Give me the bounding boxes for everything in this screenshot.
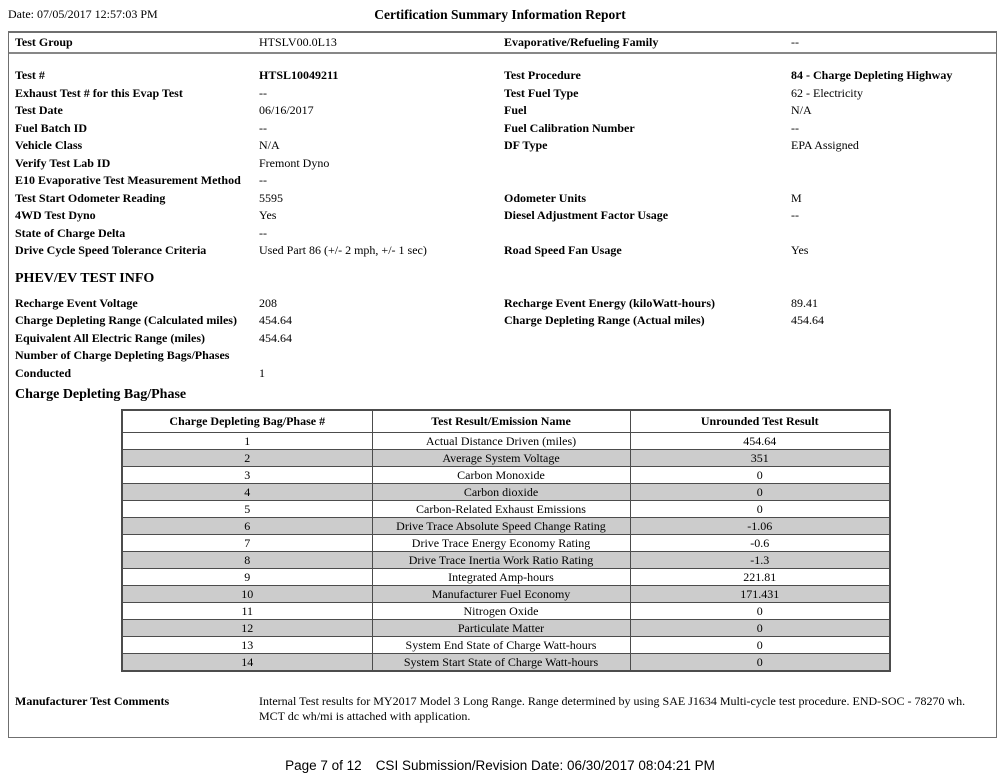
test-group-label: Test Group	[15, 35, 73, 49]
table-cell: 351	[630, 450, 890, 467]
table-cell: 0	[630, 637, 890, 654]
field-label: Charge Depleting Range (Calculated miles)	[15, 313, 237, 327]
table-cell: Drive Trace Absolute Speed Change Rating	[372, 518, 630, 535]
table-cell: 0	[630, 654, 890, 672]
field-value: --	[791, 208, 799, 222]
column-header: Charge Depleting Bag/Phase #	[122, 410, 372, 433]
table-cell: 9	[122, 569, 372, 586]
table-cell: 5	[122, 501, 372, 518]
table-row	[122, 637, 890, 654]
field-label: Recharge Event Voltage	[15, 295, 138, 310]
bag-phase-table-body	[122, 433, 890, 672]
table-cell: System Start State of Charge Watt-hours	[372, 654, 630, 672]
table-row	[122, 620, 890, 637]
field-value: Yes	[791, 243, 809, 257]
table-cell: Average System Voltage	[372, 450, 630, 467]
evap-refueling-family-value: --	[791, 35, 799, 49]
field-value: EPA Assigned	[791, 138, 859, 152]
table-cell: 171.431	[630, 586, 890, 603]
table-row	[122, 535, 890, 552]
field-label	[504, 155, 791, 173]
evap-refueling-family-label: Evaporative/Refueling Family	[504, 35, 659, 49]
field-value: 454.64	[791, 313, 824, 327]
field-label: Fuel	[504, 103, 527, 117]
field-value: --	[259, 85, 267, 100]
field-label: E10 Evaporative Test Measurement Method	[15, 173, 241, 187]
field-value: 454.64	[259, 330, 292, 345]
field-label	[504, 225, 791, 243]
info-row	[9, 225, 996, 243]
table-cell: 6	[122, 518, 372, 535]
table-cell: 14	[122, 654, 372, 672]
report-title: Certification Summary Information Report	[374, 7, 626, 22]
table-cell: -1.3	[630, 552, 890, 569]
field-label: Fuel Calibration Number	[504, 120, 635, 135]
report-body-box	[8, 31, 997, 738]
test-group-row	[9, 33, 996, 54]
field-label: Verify Test Lab ID	[15, 155, 111, 170]
field-label: Test #	[15, 68, 45, 82]
manufacturer-comments-row	[9, 694, 996, 723]
field-label	[504, 330, 791, 348]
field-label: Drive Cycle Speed Tolerance Criteria	[15, 243, 207, 257]
bag-phase-table-head-row	[122, 410, 890, 433]
field-value: M	[791, 190, 802, 205]
phev-info-rows	[9, 295, 996, 383]
field-value: N/A	[259, 138, 280, 152]
field-value	[791, 155, 996, 173]
table-cell: 12	[122, 620, 372, 637]
table-cell: 221.81	[630, 569, 890, 586]
table-cell: 0	[630, 603, 890, 620]
table-row	[122, 484, 890, 501]
info-row	[9, 190, 996, 208]
field-value: 5595	[259, 190, 283, 205]
table-row	[122, 501, 890, 518]
table-cell: -0.6	[630, 535, 890, 552]
field-label: Diesel Adjustment Factor Usage	[504, 208, 669, 222]
field-label: Charge Depleting Range (Actual miles)	[504, 313, 705, 327]
table-cell: 10	[122, 586, 372, 603]
field-value: Fremont Dyno	[259, 155, 330, 170]
table-cell: Carbon-Related Exhaust Emissions	[372, 501, 630, 518]
general-info-rows	[9, 67, 996, 260]
field-value: Yes	[259, 208, 277, 222]
field-value	[791, 330, 996, 348]
phev-section-heading: PHEV/EV TEST INFO	[15, 270, 155, 286]
table-cell: Particulate Matter	[372, 620, 630, 637]
table-cell: 4	[122, 484, 372, 501]
page-header	[0, 0, 1000, 31]
info-row	[9, 102, 996, 120]
field-value: HTSL10049211	[259, 68, 339, 82]
info-row	[9, 312, 996, 330]
table-row	[122, 467, 890, 484]
column-header: Test Result/Emission Name	[372, 410, 630, 433]
info-row	[9, 242, 996, 260]
table-cell: 0	[630, 484, 890, 501]
table-cell: Actual Distance Driven (miles)	[372, 433, 630, 450]
field-value: 62 - Electricity	[791, 85, 863, 100]
table-cell: 0	[630, 467, 890, 484]
field-value: 208	[259, 295, 277, 310]
field-value: --	[791, 120, 799, 135]
info-row	[9, 85, 996, 103]
field-label	[504, 172, 791, 190]
field-value: Used Part 86 (+/- 2 mph, +/- 1 sec)	[259, 243, 427, 257]
field-label: Recharge Event Energy (kiloWatt-hours)	[504, 295, 715, 310]
field-label: Test Fuel Type	[504, 85, 579, 100]
table-cell: 3	[122, 467, 372, 484]
field-value: 454.64	[259, 313, 292, 327]
table-cell: 11	[122, 603, 372, 620]
bag-phase-table	[121, 409, 891, 672]
table-cell: 8	[122, 552, 372, 569]
field-value: --	[259, 120, 267, 135]
table-row	[122, 586, 890, 603]
field-label: Exhaust Test # for this Evap Test	[15, 85, 183, 100]
field-label: Test Date	[15, 103, 63, 117]
table-cell: Carbon dioxide	[372, 484, 630, 501]
table-cell: 454.64	[630, 433, 890, 450]
table-row	[122, 552, 890, 569]
info-row	[9, 67, 996, 85]
table-row	[122, 450, 890, 467]
table-cell: Drive Trace Energy Economy Rating	[372, 535, 630, 552]
table-cell: 13	[122, 637, 372, 654]
table-cell: 1	[122, 433, 372, 450]
table-cell: 7	[122, 535, 372, 552]
field-label: Test Start Odometer Reading	[15, 190, 166, 205]
field-value: --	[259, 173, 267, 187]
page-footer	[0, 758, 1000, 773]
table-cell: 2	[122, 450, 372, 467]
field-label: Vehicle Class	[15, 138, 83, 152]
field-value	[791, 225, 996, 243]
table-cell: Manufacturer Fuel Economy	[372, 586, 630, 603]
field-label: Number of Charge Depleting Bags/Phases Conducted	[15, 348, 230, 380]
table-row	[122, 654, 890, 672]
bag-phase-table-head	[122, 410, 890, 433]
field-value: N/A	[791, 103, 812, 117]
table-cell: Nitrogen Oxide	[372, 603, 630, 620]
manufacturer-comments-text: Internal Test results for MY2017 Model 3 Long Range. Range determined by using SAE J1634 Multi-cycle test procedure. END-SOC - 78270 wh. MCT dc wh/mi is attached with application.	[259, 694, 966, 723]
manufacturer-comments-label: Manufacturer Test Comments	[15, 694, 170, 708]
table-cell: -1.06	[630, 518, 890, 535]
field-value: --	[259, 225, 267, 240]
info-row	[9, 172, 996, 190]
table-cell: Carbon Monoxide	[372, 467, 630, 484]
field-label: 4WD Test Dyno	[15, 208, 96, 222]
field-value: 1	[259, 365, 265, 380]
table-cell: 0	[630, 501, 890, 518]
field-value: 06/16/2017	[259, 103, 314, 117]
field-label: Road Speed Fan Usage	[504, 243, 622, 257]
bag-phase-section-heading: Charge Depleting Bag/Phase	[15, 387, 187, 402]
field-label: State of Charge Delta	[15, 225, 126, 240]
table-cell: System End State of Charge Watt-hours	[372, 637, 630, 654]
field-label: Test Procedure	[504, 68, 581, 82]
info-row	[9, 295, 996, 313]
table-row	[122, 603, 890, 620]
info-row	[9, 137, 996, 155]
info-row	[9, 347, 996, 382]
table-cell: Integrated Amp-hours	[372, 569, 630, 586]
field-label: Equivalent All Electric Range (miles)	[15, 330, 205, 345]
table-row	[122, 518, 890, 535]
field-label: Fuel Batch ID	[15, 120, 87, 135]
table-cell: 0	[630, 620, 890, 637]
table-row	[122, 569, 890, 586]
column-header: Unrounded Test Result	[630, 410, 890, 433]
field-label: Odometer Units	[504, 190, 587, 205]
field-label: DF Type	[504, 138, 548, 152]
revision-date: CSI Submission/Revision Date: 06/30/2017 08:04:21 PM	[375, 758, 715, 773]
info-row	[9, 155, 996, 173]
report-content	[9, 54, 996, 723]
page-number: Page 7 of 12	[285, 758, 362, 773]
field-value: 84 - Charge Depleting Highway	[791, 68, 953, 82]
table-cell: Drive Trace Inertia Work Ratio Rating	[372, 552, 630, 569]
info-row	[9, 120, 996, 138]
field-value: 89.41	[791, 295, 818, 310]
info-row	[9, 330, 996, 348]
table-row	[122, 433, 890, 450]
field-value	[791, 172, 996, 190]
info-row	[9, 207, 996, 225]
report-date: Date: 07/05/2017 12:57:03 PM	[8, 7, 158, 21]
test-group-value: HTSLV00.0L13	[259, 35, 337, 49]
